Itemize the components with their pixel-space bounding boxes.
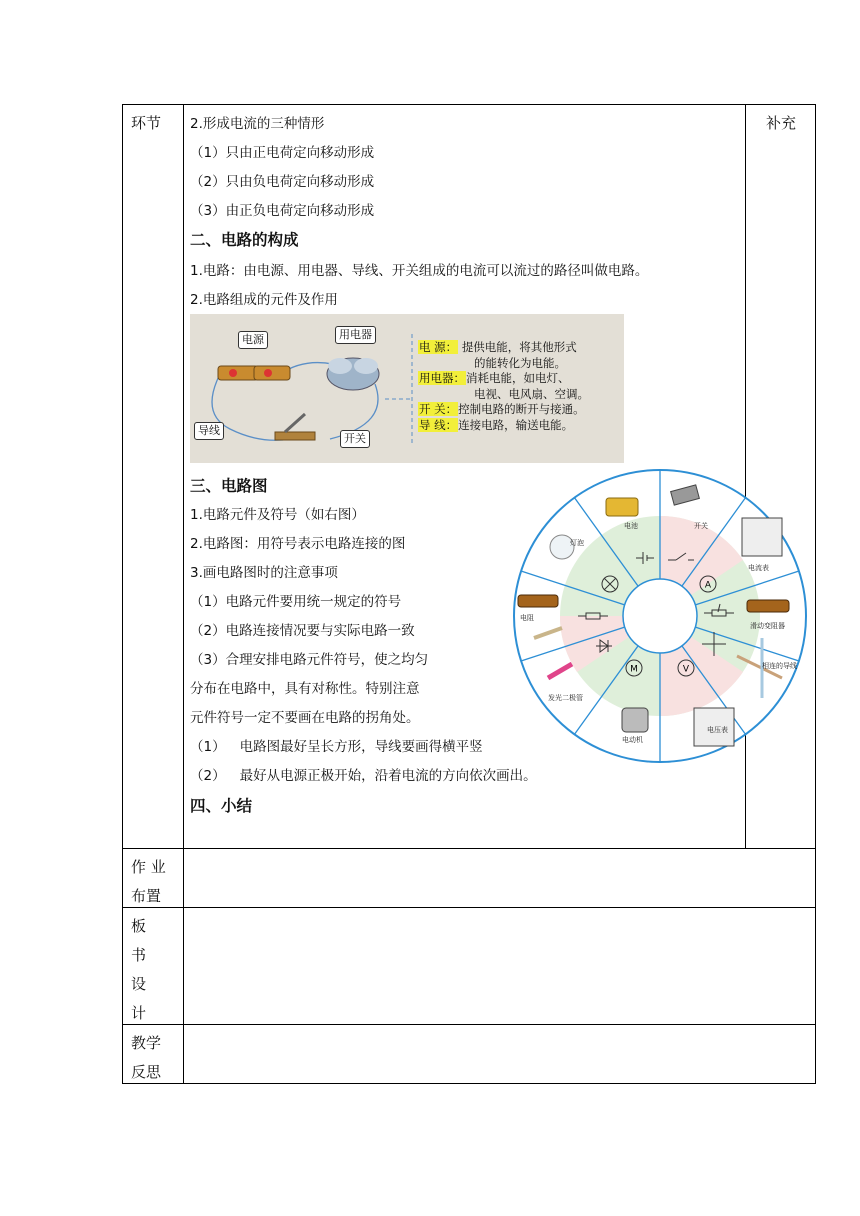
label-line: 布置	[131, 887, 162, 905]
text-line: 1.电路：由电源、用电器、导线、开关组成的电流可以流过的路径叫做电路。	[190, 263, 649, 279]
list-text: 电路图最好呈长方形，导线要画得横平竖	[239, 739, 483, 755]
homework-cell	[183, 848, 816, 908]
row-label-stage: 环节	[131, 114, 162, 132]
segment-label: 发光二极管	[548, 694, 583, 702]
text-line: 1.电路元件及符号（如右图）	[190, 507, 365, 523]
segment-label: 滑动变阻器	[750, 622, 785, 630]
reflection-cell	[183, 1024, 816, 1084]
supplement-label: 补充	[766, 114, 797, 132]
label-line: 设	[131, 975, 147, 993]
text-line: （2）只由负电荷定向移动形成	[190, 174, 375, 190]
segment-label: 电流表	[748, 564, 769, 572]
text-line	[190, 764, 537, 784]
text-line: （2）电路连接情况要与实际电路一致	[190, 623, 415, 639]
section-heading: 三、电路图	[190, 477, 268, 495]
text-line: 元件符号一定不要画在电路的拐角处。	[190, 710, 420, 726]
list-marker: （1）	[190, 739, 226, 755]
power-label: 电源	[238, 331, 268, 349]
row-label-homework	[123, 849, 183, 911]
legend-text: 控制电路的断开与接通。	[458, 402, 585, 416]
section-heading: 四、小结	[190, 797, 253, 815]
text-line: 3.画电路图时的注意事项	[190, 565, 338, 581]
legend-text: 消耗电能，如电灯、	[466, 371, 570, 385]
segment-label: 开关	[694, 522, 708, 530]
label-line: 板	[131, 917, 147, 935]
legend-key: 开 关：	[419, 402, 458, 416]
legend-text: 连接电路，输送电能。	[458, 417, 574, 432]
row-label-cell	[122, 1024, 184, 1084]
text-line: （1）电路元件要用统一规定的符号	[190, 594, 402, 610]
label-line: 教学	[131, 1034, 162, 1052]
segment-label: 电阻	[520, 614, 534, 622]
text-line: （1）只由正电荷定向移动形成	[190, 145, 375, 161]
symbol-wheel-svg	[512, 468, 812, 765]
segment-label: 电压表	[707, 726, 728, 734]
row-label-cell	[122, 848, 184, 908]
wire-label: 导线	[194, 422, 224, 440]
switch-label: 开关	[340, 430, 370, 448]
text-line: （3）由正负电荷定向移动形成	[190, 203, 375, 219]
label-line: 作 业	[131, 858, 166, 876]
row-label-cell	[122, 104, 184, 849]
label-line: 计	[131, 1004, 147, 1022]
legend-key: 电 源：	[419, 340, 458, 354]
legend-key: 用电器：	[419, 371, 465, 385]
text-line: （3）合理安排电路元件符号，使之均匀	[190, 652, 429, 668]
lesson-table	[122, 104, 816, 1084]
label-line: 书	[131, 946, 147, 964]
legend-text: 电视、电风扇、空调。	[474, 386, 589, 401]
segment-label: 电动机	[622, 736, 643, 744]
legend-text: 提供电能，将其他形式	[461, 340, 577, 354]
segment-label: 灯泡	[570, 539, 584, 547]
ammeter-symbol-label: A	[704, 580, 712, 591]
appliance-label: 用电器	[335, 326, 376, 344]
text-line	[190, 735, 483, 755]
text-line: 2.电路组成的元件及作用	[190, 292, 338, 308]
label-line: 反思	[131, 1063, 162, 1081]
section-heading: 二、电路的构成	[190, 231, 299, 249]
legend-key: 导 线：	[419, 417, 458, 432]
text-line: 2.电路图：用符号表示电路连接的图	[190, 536, 406, 552]
voltmeter-symbol-label: V	[682, 664, 690, 675]
legend-text: 的能转化为电能。	[474, 355, 566, 370]
board-design-cell	[183, 907, 816, 1025]
segment-label: 电池	[624, 522, 638, 530]
circuit-symbol-wheel	[512, 468, 812, 765]
text-line: 分布在电路中，具有对称性。特别注意	[190, 681, 420, 697]
row-label-cell	[122, 907, 184, 1025]
list-text: 最好从电源正极开始，沿着电流的方向依次画出。	[239, 768, 537, 784]
row-label-board	[123, 908, 183, 1028]
list-marker: （2）	[190, 768, 226, 784]
circuit-components-figure	[190, 314, 624, 463]
figure-legend	[418, 340, 589, 433]
segment-label: 相连的导线	[762, 662, 797, 670]
row-label-reflection	[123, 1025, 183, 1087]
text-line: 2.形成电流的三种情形	[190, 116, 325, 132]
motor-symbol-label: M	[630, 664, 638, 675]
